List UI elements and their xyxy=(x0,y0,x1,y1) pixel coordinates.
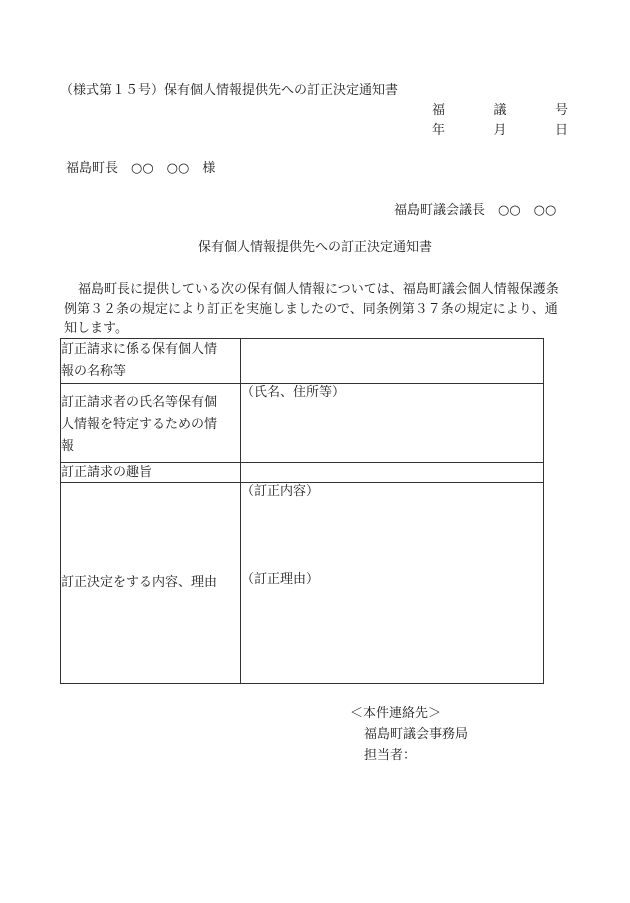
row-label-information-name: 訂正請求に係る保有個人情 報の名称等 xyxy=(61,339,241,384)
date-day: 日 xyxy=(554,123,568,138)
addressee: 福島町長 ○○ ○○ 様 xyxy=(66,161,216,176)
date-month: 月 xyxy=(493,123,507,138)
contact-person: 担当者： xyxy=(364,748,417,763)
sender: 福島町議会議長 ○○ ○○ xyxy=(394,203,557,218)
form-title: （様式第１５号）保有個人情報提供先への訂正決定通知書 xyxy=(60,83,399,98)
notice-table xyxy=(60,338,544,684)
body-line: 福島町長に提供している次の保有個人情報については、福島町議会個人情報保護条 xyxy=(78,282,559,297)
row-value-requester: （氏名、住所等） xyxy=(241,384,544,463)
body-line: 知します。 xyxy=(64,321,128,336)
table-row xyxy=(61,339,544,384)
body-line: 例第３２条の規定により訂正を実施しましたので、同条例第３７条の規定により、通 xyxy=(64,301,558,317)
document-number-line xyxy=(432,104,568,117)
row-value-purpose xyxy=(241,463,544,483)
row-label-purpose: 訂正請求の趣旨 xyxy=(61,463,241,483)
row-label-decision: 訂正決定をする内容、理由 xyxy=(61,483,241,684)
contact-block xyxy=(350,703,468,766)
correction-content-label: （訂正内容） xyxy=(241,484,320,499)
body-paragraph xyxy=(64,280,570,339)
date-year: 年 xyxy=(432,123,446,138)
row-value-decision xyxy=(241,483,544,684)
date-line xyxy=(432,124,568,137)
ref-prefix: 福 xyxy=(432,103,446,118)
document-heading: 保有個人情報提供先への訂正決定通知書 xyxy=(197,240,432,255)
contact-title: ＜本件連絡先＞ xyxy=(350,706,442,721)
row-value-information-name xyxy=(241,339,544,384)
table-row xyxy=(61,384,544,463)
correction-reason-label: （訂正理由） xyxy=(241,572,320,587)
ref-suffix: 号 xyxy=(554,103,568,118)
table-row xyxy=(61,483,544,684)
table-row xyxy=(61,463,544,483)
contact-office: 福島町議会事務局 xyxy=(364,727,469,742)
row-label-requester: 訂正請求者の氏名等保有個 人情報を特定するための情 報 xyxy=(61,384,241,463)
ref-middle: 議 xyxy=(493,103,507,118)
